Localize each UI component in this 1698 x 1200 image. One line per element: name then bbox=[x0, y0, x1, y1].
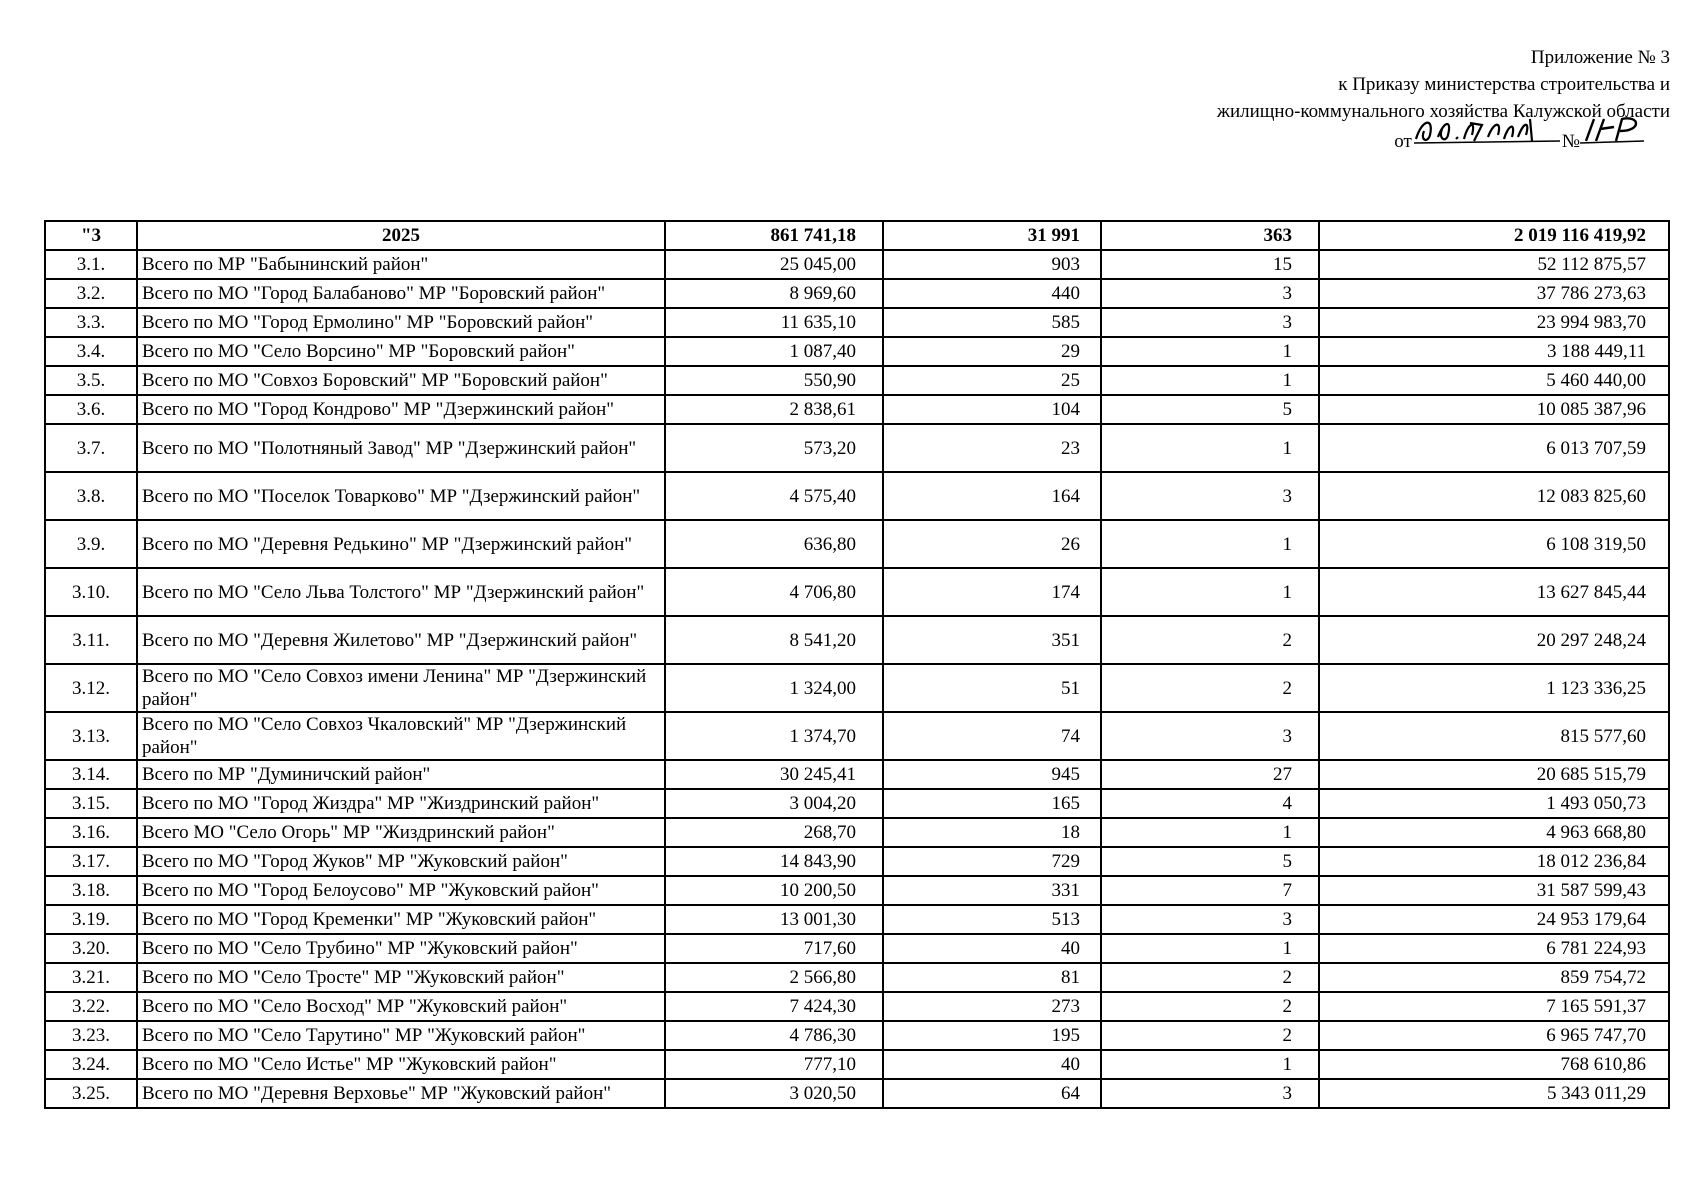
row-number: 3.14. bbox=[45, 760, 137, 789]
row-houses: 3 bbox=[1101, 712, 1319, 760]
row-houses: 27 bbox=[1101, 760, 1319, 789]
row-cost: 6 781 224,93 bbox=[1319, 934, 1669, 963]
row-number: 3.13. bbox=[45, 712, 137, 760]
row-area: 7 424,30 bbox=[665, 992, 883, 1021]
total-year: 2025 bbox=[137, 221, 665, 250]
number-prefix: № bbox=[1561, 131, 1580, 152]
row-houses: 2 bbox=[1101, 616, 1319, 664]
table-row bbox=[45, 1050, 1669, 1079]
row-municipality: Всего по МО "Село Совхоз Чкаловский" МР "Дзержинский район" bbox=[137, 712, 665, 760]
row-municipality: Всего по МО "Село Тросте" МР "Жуковский район" bbox=[137, 963, 665, 992]
row-people: 25 bbox=[883, 366, 1101, 395]
row-municipality: Всего по МО "Совхоз Боровский" МР "Боровский район" bbox=[137, 366, 665, 395]
row-number: 3.22. bbox=[45, 992, 137, 1021]
total-people: 31 991 bbox=[883, 221, 1101, 250]
row-houses: 3 bbox=[1101, 1079, 1319, 1108]
table-row bbox=[45, 472, 1669, 520]
row-number: 3.16. bbox=[45, 818, 137, 847]
row-houses: 2 bbox=[1101, 1021, 1319, 1050]
table-row bbox=[45, 424, 1669, 472]
handwritten-date-icon bbox=[1412, 113, 1562, 147]
row-area: 2 566,80 bbox=[665, 963, 883, 992]
row-number: 3.24. bbox=[45, 1050, 137, 1079]
row-cost: 5 343 011,29 bbox=[1319, 1079, 1669, 1108]
row-municipality: Всего по МО "Село Льва Толстого" МР "Дзержинский район" bbox=[137, 568, 665, 616]
table-row bbox=[45, 395, 1669, 424]
row-houses: 1 bbox=[1101, 934, 1319, 963]
row-municipality: Всего по МО "Село Восход" МР "Жуковский район" bbox=[137, 992, 665, 1021]
table-row bbox=[45, 963, 1669, 992]
table-row bbox=[45, 664, 1669, 712]
row-municipality: Всего по МО "Город Ермолино" МР "Боровский район" bbox=[137, 308, 665, 337]
row-municipality: Всего по МО "Полотняный Завод" МР "Дзержинский район" bbox=[137, 424, 665, 472]
order-date-line bbox=[1217, 125, 1650, 155]
housing-program-table bbox=[44, 220, 1670, 1109]
row-municipality: Всего по МО "Село Тарутино" МР "Жуковский район" bbox=[137, 1021, 665, 1050]
table-row bbox=[45, 934, 1669, 963]
appendix-title: Приложение № 3 bbox=[1530, 47, 1670, 68]
row-houses: 4 bbox=[1101, 789, 1319, 818]
row-area: 1 324,00 bbox=[665, 664, 883, 712]
row-cost: 7 165 591,37 bbox=[1319, 992, 1669, 1021]
row-area: 1 374,70 bbox=[665, 712, 883, 760]
row-municipality: Всего по МО "Поселок Товарково" МР "Дзержинский район" bbox=[137, 472, 665, 520]
handwritten-number-icon bbox=[1580, 113, 1650, 147]
row-cost: 5 460 440,00 bbox=[1319, 366, 1669, 395]
row-houses: 1 bbox=[1101, 520, 1319, 568]
row-municipality: Всего по МО "Город Балабаново" МР "Боровский район" bbox=[137, 279, 665, 308]
row-houses: 1 bbox=[1101, 568, 1319, 616]
row-area: 3 020,50 bbox=[665, 1079, 883, 1108]
row-houses: 5 bbox=[1101, 847, 1319, 876]
row-people: 440 bbox=[883, 279, 1101, 308]
row-number: 3.12. bbox=[45, 664, 137, 712]
table-row bbox=[45, 366, 1669, 395]
table-row bbox=[45, 847, 1669, 876]
row-people: 273 bbox=[883, 992, 1101, 1021]
row-municipality: Всего по МР "Думиничский район" bbox=[137, 760, 665, 789]
row-municipality: Всего по МР "Бабынинский район" bbox=[137, 250, 665, 279]
row-cost: 6 108 319,50 bbox=[1319, 520, 1669, 568]
row-cost: 20 297 248,24 bbox=[1319, 616, 1669, 664]
row-number: 3.5. bbox=[45, 366, 137, 395]
row-people: 945 bbox=[883, 760, 1101, 789]
row-people: 903 bbox=[883, 250, 1101, 279]
row-municipality: Всего по МО "Город Жуков" МР "Жуковский район" bbox=[137, 847, 665, 876]
row-municipality: Всего по МО "Город Кременки" МР "Жуковский район" bbox=[137, 905, 665, 934]
table-row bbox=[45, 568, 1669, 616]
row-people: 351 bbox=[883, 616, 1101, 664]
row-people: 40 bbox=[883, 934, 1101, 963]
table-row bbox=[45, 250, 1669, 279]
row-cost: 815 577,60 bbox=[1319, 712, 1669, 760]
row-area: 11 635,10 bbox=[665, 308, 883, 337]
table-row bbox=[45, 789, 1669, 818]
row-number: 3.8. bbox=[45, 472, 137, 520]
row-cost: 18 012 236,84 bbox=[1319, 847, 1669, 876]
row-houses: 3 bbox=[1101, 308, 1319, 337]
row-houses: 2 bbox=[1101, 664, 1319, 712]
row-number: 3.19. bbox=[45, 905, 137, 934]
table-row bbox=[45, 992, 1669, 1021]
row-number: 3.7. bbox=[45, 424, 137, 472]
total-area: 861 741,18 bbox=[665, 221, 883, 250]
row-number: 3.17. bbox=[45, 847, 137, 876]
row-number: 3.2. bbox=[45, 279, 137, 308]
row-number: 3.4. bbox=[45, 337, 137, 366]
row-number: 3.10. bbox=[45, 568, 137, 616]
row-houses: 3 bbox=[1101, 472, 1319, 520]
row-people: 40 bbox=[883, 1050, 1101, 1079]
row-cost: 12 083 825,60 bbox=[1319, 472, 1669, 520]
row-area: 550,90 bbox=[665, 366, 883, 395]
row-houses: 3 bbox=[1101, 279, 1319, 308]
row-area: 4 706,80 bbox=[665, 568, 883, 616]
row-people: 81 bbox=[883, 963, 1101, 992]
row-people: 585 bbox=[883, 308, 1101, 337]
row-area: 4 575,40 bbox=[665, 472, 883, 520]
table-row bbox=[45, 1021, 1669, 1050]
row-people: 195 bbox=[883, 1021, 1101, 1050]
row-people: 513 bbox=[883, 905, 1101, 934]
row-cost: 24 953 179,64 bbox=[1319, 905, 1669, 934]
row-houses: 1 bbox=[1101, 337, 1319, 366]
row-number: 3.15. bbox=[45, 789, 137, 818]
row-area: 14 843,90 bbox=[665, 847, 883, 876]
ministry-name: жилищно-коммунального хозяйства Калужской области bbox=[1216, 101, 1670, 122]
row-people: 104 bbox=[883, 395, 1101, 424]
table-row bbox=[45, 818, 1669, 847]
table-row bbox=[45, 1079, 1669, 1108]
row-number: 3.3. bbox=[45, 308, 137, 337]
row-municipality: Всего по МО "Город Кондрово" МР "Дзержинский район" bbox=[137, 395, 665, 424]
row-people: 174 bbox=[883, 568, 1101, 616]
handwritten-number bbox=[1580, 125, 1650, 147]
row-number: 3.11. bbox=[45, 616, 137, 664]
row-houses: 1 bbox=[1101, 818, 1319, 847]
row-houses: 1 bbox=[1101, 366, 1319, 395]
row-area: 25 045,00 bbox=[665, 250, 883, 279]
row-area: 717,60 bbox=[665, 934, 883, 963]
row-area: 8 541,20 bbox=[665, 616, 883, 664]
row-number: 3.23. bbox=[45, 1021, 137, 1050]
row-municipality: Всего по МО "Деревня Жилетово" МР "Дзержинский район" bbox=[137, 616, 665, 664]
row-houses: 3 bbox=[1101, 905, 1319, 934]
table-row bbox=[45, 905, 1669, 934]
row-municipality: Всего МО "Село Огорь" МР "Жиздринский район" bbox=[137, 818, 665, 847]
row-cost: 10 085 387,96 bbox=[1319, 395, 1669, 424]
total-cost: 2 019 116 419,92 bbox=[1319, 221, 1669, 250]
row-cost: 31 587 599,43 bbox=[1319, 876, 1669, 905]
row-houses: 1 bbox=[1101, 1050, 1319, 1079]
row-number: 3.20. bbox=[45, 934, 137, 963]
row-area: 777,10 bbox=[665, 1050, 883, 1079]
date-prefix: от bbox=[1394, 131, 1412, 152]
row-municipality: Всего по МО "Город Белоусово" МР "Жуковский район" bbox=[137, 876, 665, 905]
row-cost: 37 786 273,63 bbox=[1319, 279, 1669, 308]
table-row bbox=[45, 520, 1669, 568]
row-cost: 20 685 515,79 bbox=[1319, 760, 1669, 789]
row-area: 30 245,41 bbox=[665, 760, 883, 789]
table-row bbox=[45, 712, 1669, 760]
row-municipality: Всего по МО "Деревня Верховье" МР "Жуковский район" bbox=[137, 1079, 665, 1108]
table-row bbox=[45, 876, 1669, 905]
row-municipality: Всего по МО "Село Совхоз имени Ленина" МР "Дзержинский район" bbox=[137, 664, 665, 712]
row-houses: 5 bbox=[1101, 395, 1319, 424]
table-row bbox=[45, 760, 1669, 789]
row-people: 18 bbox=[883, 818, 1101, 847]
row-houses: 7 bbox=[1101, 876, 1319, 905]
row-houses: 2 bbox=[1101, 963, 1319, 992]
row-municipality: Всего по МО "Город Жиздра" МР "Жиздринский район" bbox=[137, 789, 665, 818]
row-area: 573,20 bbox=[665, 424, 883, 472]
row-municipality: Всего по МО "Деревня Редькино" МР "Дзержинский район" bbox=[137, 520, 665, 568]
row-municipality: Всего по МО "Село Ворсино" МР "Боровский район" bbox=[137, 337, 665, 366]
total-num: "3 bbox=[45, 221, 137, 250]
total-houses: 363 bbox=[1101, 221, 1319, 250]
row-cost: 1 123 336,25 bbox=[1319, 664, 1669, 712]
table-total-row bbox=[45, 221, 1669, 250]
row-area: 4 786,30 bbox=[665, 1021, 883, 1050]
row-people: 29 bbox=[883, 337, 1101, 366]
row-people: 165 bbox=[883, 789, 1101, 818]
table-row bbox=[45, 616, 1669, 664]
row-people: 23 bbox=[883, 424, 1101, 472]
row-people: 64 bbox=[883, 1079, 1101, 1108]
row-area: 2 838,61 bbox=[665, 395, 883, 424]
row-number: 3.25. bbox=[45, 1079, 137, 1108]
document-header bbox=[1217, 44, 1670, 155]
row-people: 331 bbox=[883, 876, 1101, 905]
row-houses: 2 bbox=[1101, 992, 1319, 1021]
row-cost: 6 013 707,59 bbox=[1319, 424, 1669, 472]
row-people: 164 bbox=[883, 472, 1101, 520]
row-area: 13 001,30 bbox=[665, 905, 883, 934]
row-municipality: Всего по МО "Село Истье" МР "Жуковский район" bbox=[137, 1050, 665, 1079]
row-people: 74 bbox=[883, 712, 1101, 760]
row-people: 51 bbox=[883, 664, 1101, 712]
row-number: 3.9. bbox=[45, 520, 137, 568]
row-area: 636,80 bbox=[665, 520, 883, 568]
table-row bbox=[45, 337, 1669, 366]
row-number: 3.1. bbox=[45, 250, 137, 279]
row-area: 268,70 bbox=[665, 818, 883, 847]
row-area: 8 969,60 bbox=[665, 279, 883, 308]
row-area: 1 087,40 bbox=[665, 337, 883, 366]
row-cost: 13 627 845,44 bbox=[1319, 568, 1669, 616]
table-row bbox=[45, 308, 1669, 337]
row-cost: 3 188 449,11 bbox=[1319, 337, 1669, 366]
order-reference: к Приказу министерства строительства и bbox=[1338, 74, 1670, 95]
row-cost: 1 493 050,73 bbox=[1319, 789, 1669, 818]
row-houses: 1 bbox=[1101, 424, 1319, 472]
row-cost: 52 112 875,57 bbox=[1319, 250, 1669, 279]
row-cost: 859 754,72 bbox=[1319, 963, 1669, 992]
row-cost: 768 610,86 bbox=[1319, 1050, 1669, 1079]
row-cost: 4 963 668,80 bbox=[1319, 818, 1669, 847]
row-area: 3 004,20 bbox=[665, 789, 883, 818]
row-number: 3.21. bbox=[45, 963, 137, 992]
row-number: 3.18. bbox=[45, 876, 137, 905]
row-number: 3.6. bbox=[45, 395, 137, 424]
handwritten-date bbox=[1412, 125, 1562, 147]
row-people: 729 bbox=[883, 847, 1101, 876]
row-area: 10 200,50 bbox=[665, 876, 883, 905]
row-municipality: Всего по МО "Село Трубино" МР "Жуковский район" bbox=[137, 934, 665, 963]
table-row bbox=[45, 279, 1669, 308]
row-cost: 6 965 747,70 bbox=[1319, 1021, 1669, 1050]
row-houses: 15 bbox=[1101, 250, 1319, 279]
row-cost: 23 994 983,70 bbox=[1319, 308, 1669, 337]
row-people: 26 bbox=[883, 520, 1101, 568]
